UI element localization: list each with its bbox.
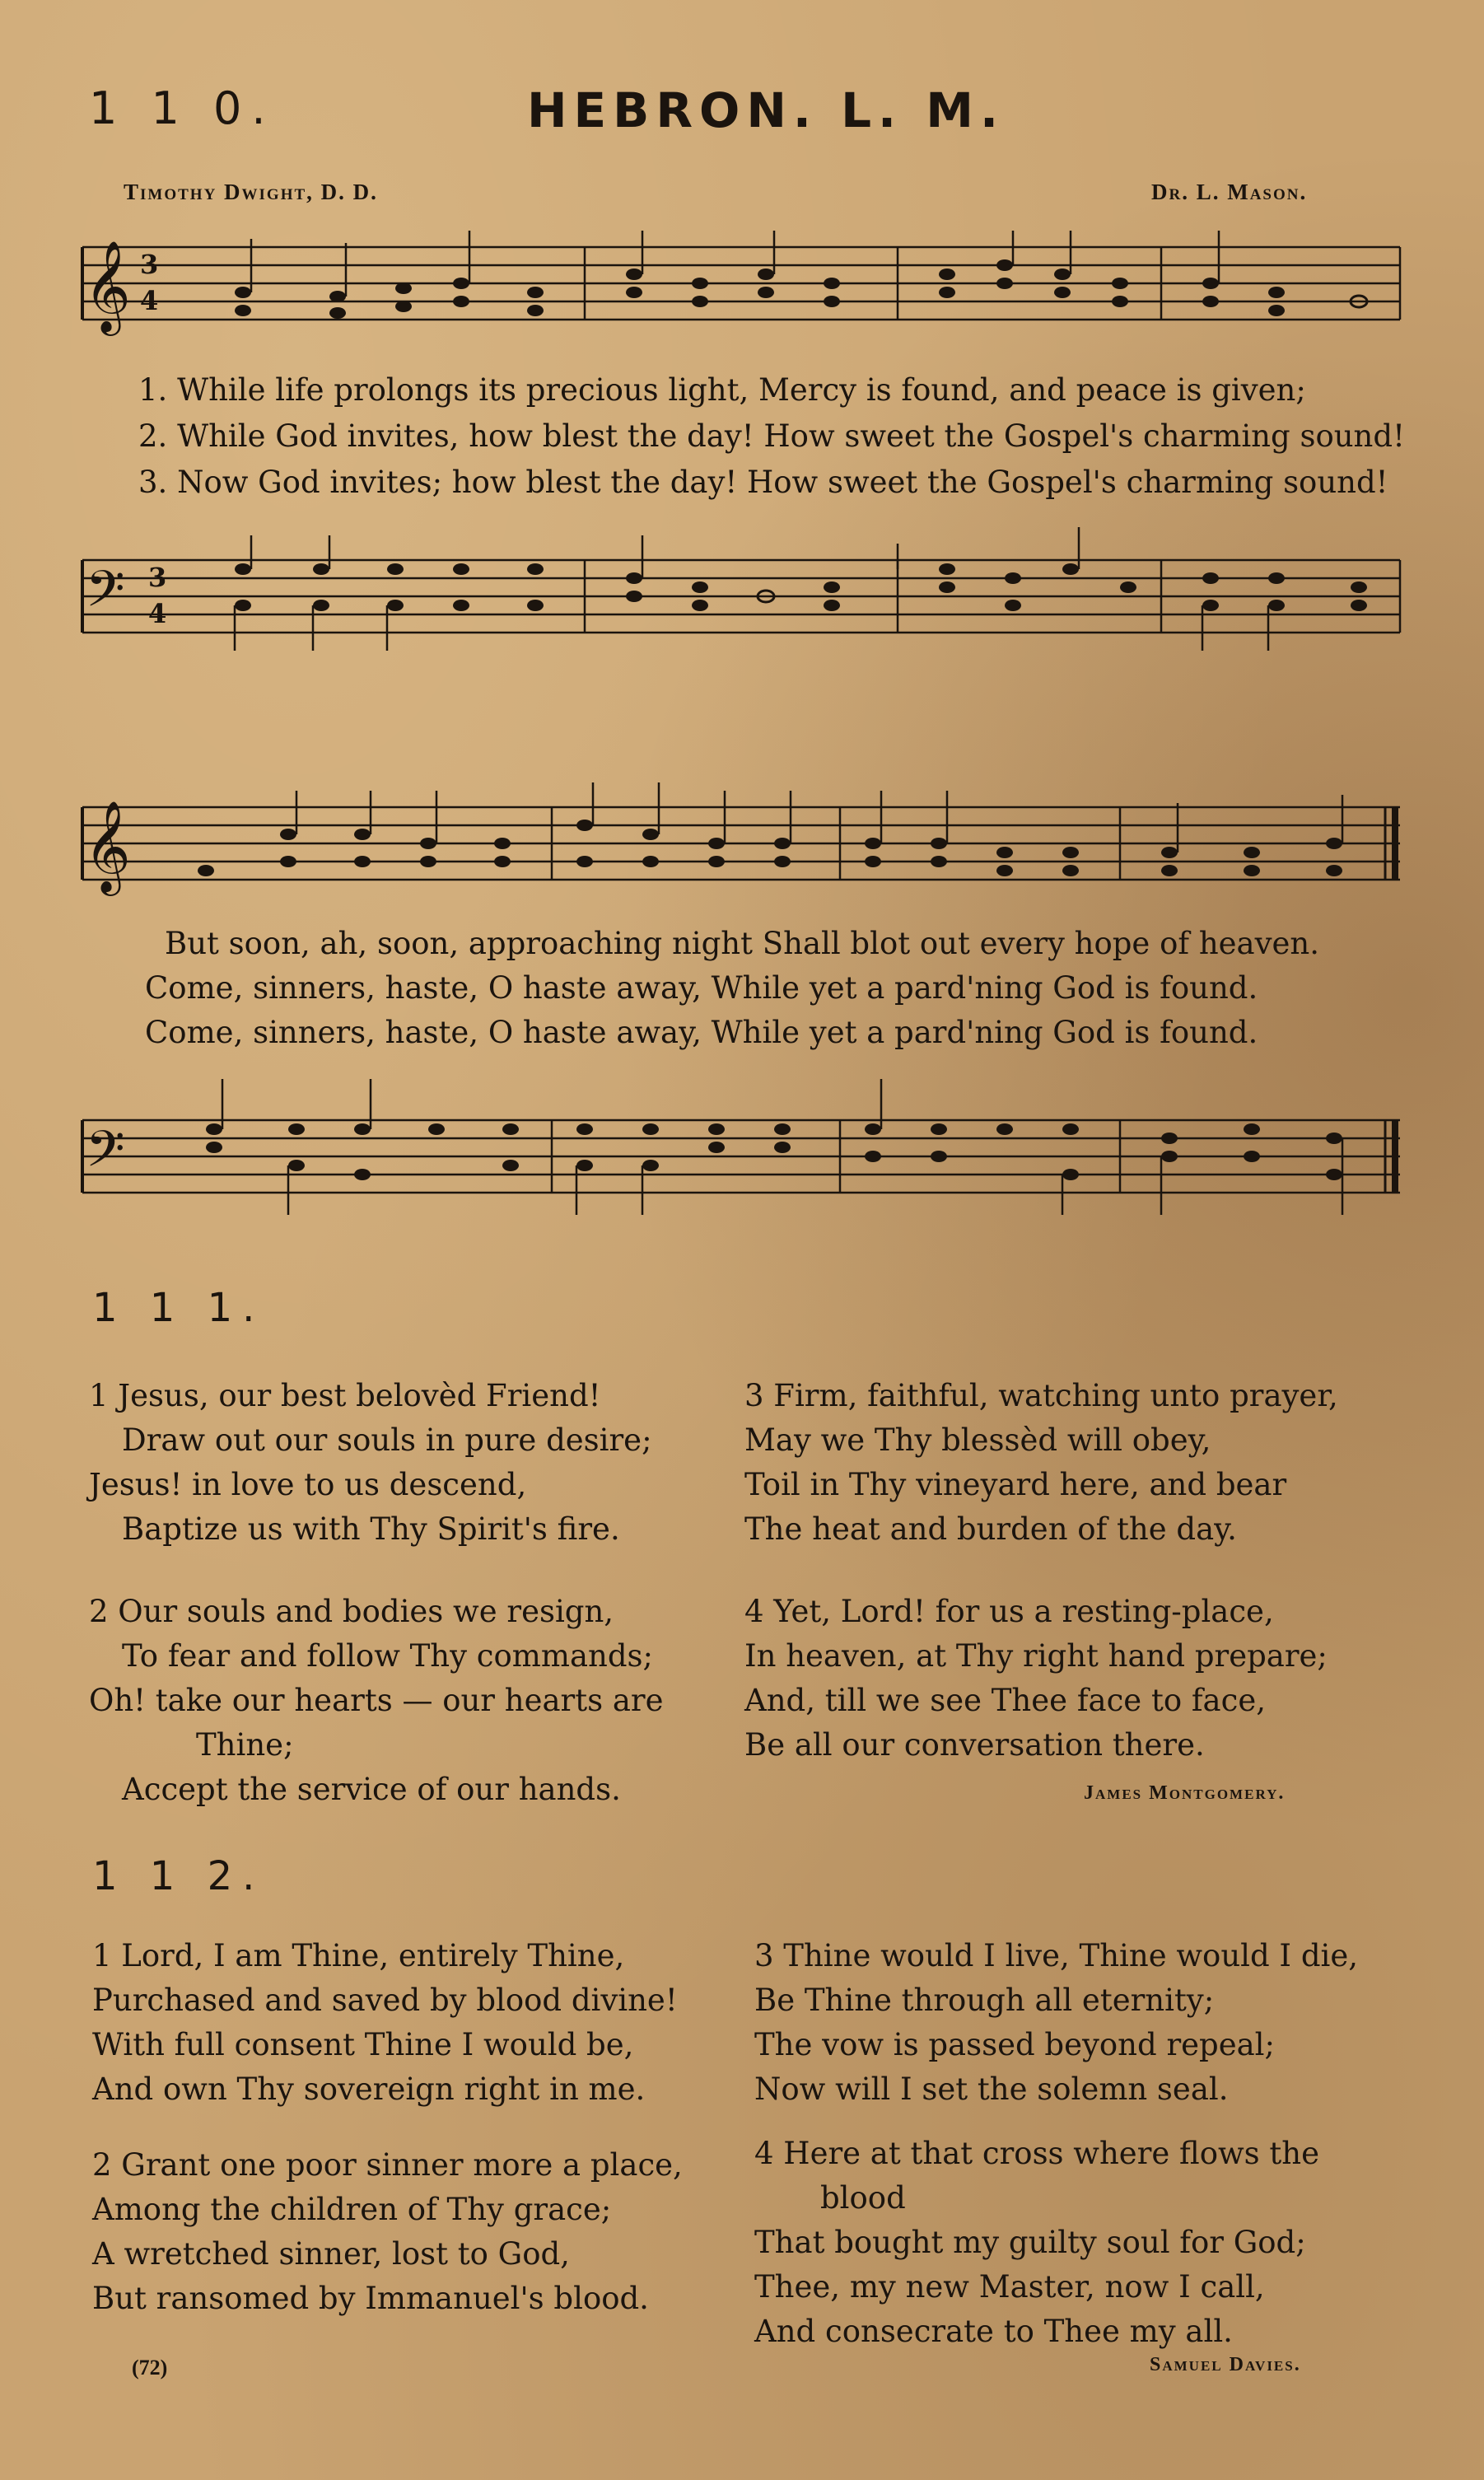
- verse-line: The heat and burden of the day.: [744, 1511, 1237, 1547]
- verse-line: The vow is passed beyond repeal;: [754, 2027, 1275, 2062]
- verse-line: A wretched sinner, lost to God,: [92, 2236, 570, 2272]
- verse-line: Oh! take our hearts — our hearts are: [89, 1683, 664, 1718]
- verse-block: [754, 2132, 1319, 2354]
- verse-line: 1 Lord, I am Thine, entirely Thine,: [92, 1938, 625, 1973]
- verse-line: 2 Grant one poor sinner more a place,: [92, 2147, 683, 2183]
- verse-line: Baptize us with Thy Spirit's fire.: [122, 1511, 620, 1547]
- music-staff-treble-2: [74, 782, 1408, 906]
- verse-block: [92, 2143, 683, 2321]
- hymn-number: 1 1 0.: [89, 82, 276, 134]
- hymn-number: 1 1 2.: [92, 1853, 265, 1899]
- lyric-line: But soon, ah, soon, approaching night Shall blot out every hope of heaven.: [165, 926, 1319, 961]
- verse-line: Purchased and saved by blood divine!: [92, 1983, 678, 2018]
- verse-block: [92, 1934, 678, 2112]
- hymn-number: 1 1 1.: [92, 1285, 265, 1331]
- svg-text:𝄢: 𝄢: [86, 1120, 125, 1191]
- verse-block: [744, 1374, 1338, 1552]
- verse-line: 3 Thine would I live, Thine would I die,: [754, 1938, 1358, 1973]
- music-staff-treble-1: [74, 231, 1408, 354]
- verse-line: 2 Our souls and bodies we resign,: [89, 1594, 614, 1629]
- lyric-line: Come, sinners, haste, O haste away, While yet a pard'ning God is found.: [145, 970, 1258, 1006]
- verse-line: Be all our conversation there.: [744, 1727, 1205, 1763]
- verse-line: May we Thy blessèd will obey,: [744, 1422, 1211, 1458]
- author-credit: Timothy Dwight, D. D.: [124, 180, 378, 204]
- verse-line: 4 Here at that cross where flows the: [754, 2136, 1320, 2171]
- verse-line: 4 Yet, Lord! for us a resting-place,: [744, 1594, 1274, 1629]
- verse-line: Now will I set the solemn seal.: [754, 2071, 1229, 2107]
- music-staff-bass-2: [74, 1063, 1408, 1227]
- svg-text:𝄞: 𝄞: [84, 240, 131, 332]
- verse-line: In heaven, at Thy right hand prepare;: [744, 1638, 1328, 1674]
- svg-text:3: 3: [148, 562, 167, 593]
- verse-line: Be Thine through all eternity;: [754, 1983, 1215, 2018]
- verse-line: Among the children of Thy grace;: [92, 2192, 612, 2227]
- page-number: (72): [132, 2356, 168, 2380]
- author-credit: James Montgomery.: [1084, 1782, 1286, 1804]
- verse-line: Thine;: [196, 1727, 294, 1763]
- composer-credit: Dr. L. Mason.: [1151, 180, 1308, 204]
- verse-block: [89, 1590, 664, 1812]
- verse-line: Jesus! in love to us descend,: [89, 1467, 527, 1502]
- lyric-line: 2. While God invites, how blest the day! How sweet the Gospel's charming sound!: [138, 418, 1405, 454]
- svg-text:𝄞: 𝄞: [84, 800, 131, 892]
- verse-line: Draw out our souls in pure desire;: [122, 1422, 652, 1458]
- verse-block: [89, 1374, 652, 1552]
- lyric-line: 1. While life prolongs its precious light, Mercy is found, and peace is given;: [138, 372, 1306, 408]
- verse-line: And, till we see Thee face to face,: [744, 1683, 1266, 1718]
- verse-line: Accept the service of our hands.: [122, 1772, 621, 1807]
- verse-line: To fear and follow Thy commands;: [122, 1638, 653, 1674]
- svg-text:3: 3: [140, 249, 159, 280]
- verse-line: blood: [820, 2180, 906, 2216]
- svg-text:𝄢: 𝄢: [86, 560, 125, 631]
- verse-line: Thee, my new Master, now I call,: [754, 2269, 1265, 2305]
- svg-text:4: 4: [140, 285, 159, 316]
- verse-line: With full consent Thine I would be,: [92, 2027, 634, 2062]
- verse-line: And consecrate to Thee my all.: [754, 2314, 1233, 2349]
- svg-text:4: 4: [148, 598, 167, 629]
- author-credit: Samuel Davies.: [1150, 2354, 1301, 2375]
- verse-block: [754, 1934, 1358, 2112]
- verse-line: But ransomed by Immanuel's blood.: [92, 2281, 649, 2316]
- verse-block: [744, 1590, 1328, 1768]
- music-staff-bass-1: [74, 519, 1408, 659]
- verse-line: 3 Firm, faithful, watching unto prayer,: [744, 1378, 1338, 1413]
- verse-line: And own Thy sovereign right in me.: [92, 2071, 646, 2107]
- lyric-line: 3. Now God invites; how blest the day! How sweet the Gospel's charming sound!: [138, 465, 1388, 500]
- verse-line: Toil in Thy vineyard here, and bear: [744, 1467, 1287, 1502]
- verse-line: 1 Jesus, our best belovèd Friend!: [89, 1378, 601, 1413]
- lyric-line: Come, sinners, haste, O haste away, While yet a pard'ning God is found.: [145, 1015, 1258, 1050]
- hymn-title: HEBRON. L. M.: [527, 82, 1006, 138]
- verse-line: That bought my guilty soul for God;: [754, 2225, 1306, 2260]
